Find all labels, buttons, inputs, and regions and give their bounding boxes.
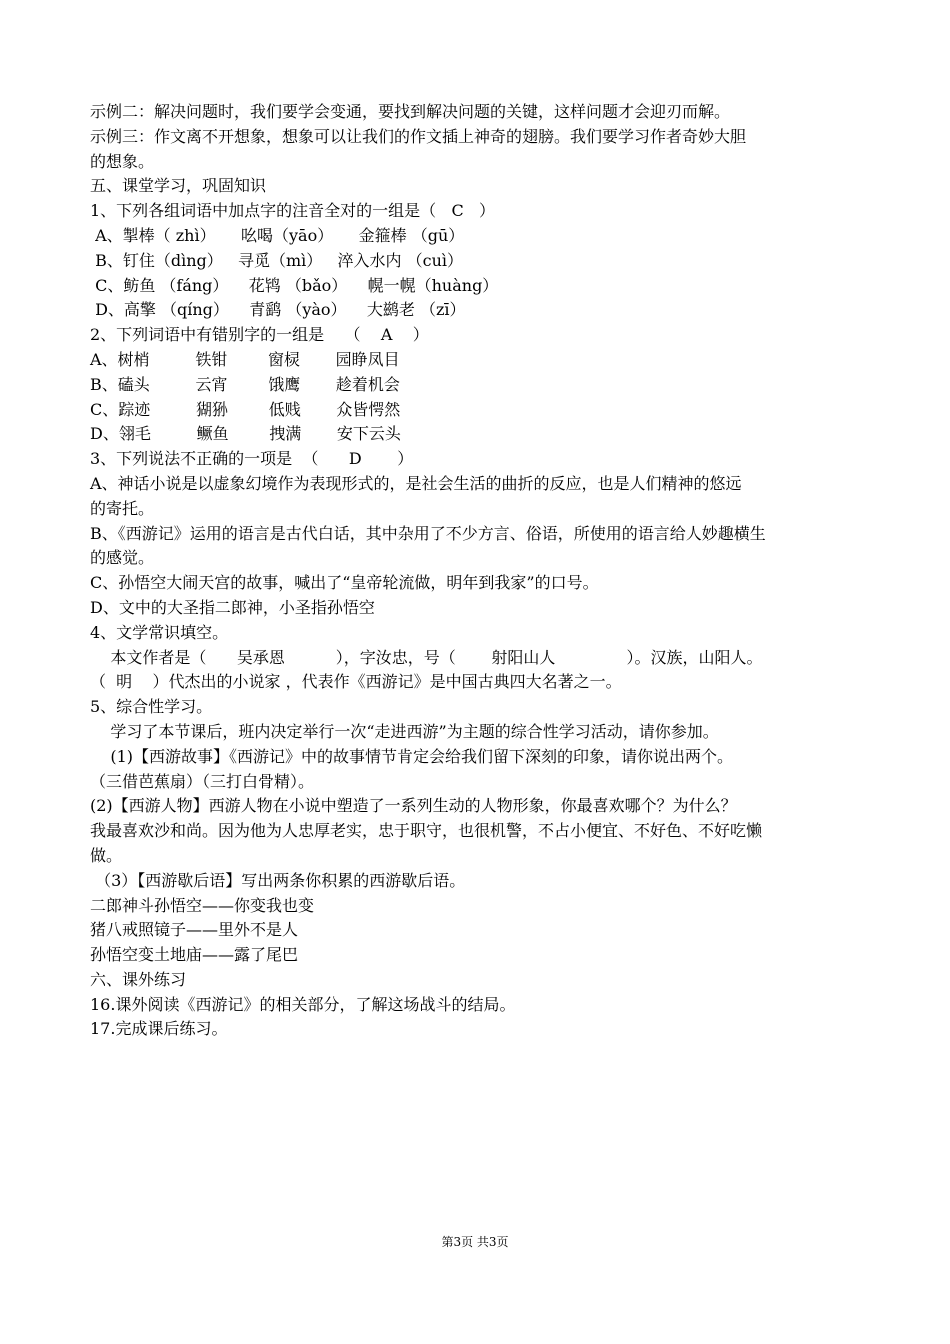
text-line: A、树梢 铁钳 窗棂 园睁凤目 [90, 349, 400, 369]
text-line: 做。 [90, 845, 123, 865]
text-line: A、神话小说是以虚象幻境作为表现形式的，是社会生活的曲折的反应，也是人们精神的悠远 [90, 473, 742, 493]
page-footer: 第3页 共3页 [441, 1235, 509, 1249]
text-line: (2)【西游人物】西游人物在小说中塑造了一系列生动的人物形象，你最喜欢哪个？为什么？ [90, 796, 737, 816]
text-line: 五、课堂学习，巩固知识 [90, 176, 267, 196]
text-line: 的感觉。 [90, 548, 155, 568]
document-body [90, 100, 880, 1042]
text-line: （3）【西游歇后语】写出两条你积累的西游歇后语。 [90, 870, 466, 890]
text-line: 的寄托。 [90, 498, 155, 518]
text-line: A、掣棒（ zhì） 吆喝（yāo） 金箍棒 （gū） [90, 225, 465, 245]
text-line: 16.课外阅读《西游记》的相关部分，了解这场战斗的结局。 [90, 994, 516, 1014]
text-line: 5、综合性学习。 [90, 697, 213, 717]
text-line: 17.完成课后练习。 [90, 1019, 228, 1039]
text-line: B、钉住（dìng） 寻觅（mì） 淬入水内 （cuì） [90, 250, 464, 270]
text-line: （三借芭蕉扇）（三打白骨精）。 [90, 771, 315, 791]
text-line: 3、下列说法不正确的一项是 （ D ） [90, 449, 414, 469]
text-line: 4、文学常识填空。 [90, 622, 229, 642]
text-line: D、高擎 （qíng） 青鹞 （yào） 大鹚老 （zī） [90, 300, 466, 320]
text-line: 2、下列词语中有错别字的一组是 （ A ） [90, 325, 429, 345]
text-line: 猪八戒照镜子——里外不是人 [90, 920, 299, 940]
text-line: 学习了本节课后，班内决定举行一次“走进西游”为主题的综合性学习活动，请你参加。 [90, 721, 719, 741]
text-line: D、翎毛 鳜鱼 拽满 安下云头 [90, 424, 401, 444]
text-line: 示例三：作文离不开想象，想象可以让我们的作文插上神奇的翅膀。我们要学习作者奇妙大胆 [90, 126, 747, 146]
text-line: B、《西游记》运用的语言是古代白话，其中杂用了不少方言、俗语，所使用的语言给人妙趣横生 [90, 523, 766, 543]
text-line: 1、下列各组词语中加点字的注音全对的一组是（ C ） [90, 201, 495, 221]
text-line: 的想象。 [90, 151, 155, 171]
text-line: C、踪迹 猢狲 低贱 众皆愕然 [90, 399, 401, 419]
text-line: 孙悟空变土地庙——露了尾巴 [90, 945, 299, 965]
text-line: D、文中的大圣指二郎神，小圣指孙悟空 [90, 597, 375, 617]
text-line: 示例二：解决问题时，我们要学会变通，要找到解决问题的关键，这样问题才会迎刃而解。 [90, 102, 731, 121]
text-line: 本文作者是（ 吴承恩 ），字汝忠，号（ 射阳山人 ）。汉族，山阳人。 [90, 647, 763, 667]
text-line: C、鲂鱼 （fáng） 花鸨 （bǎo） 幌一幌（huàng） [90, 275, 499, 295]
text-line: 二郎神斗孙悟空——你变我也变 [90, 895, 315, 915]
text-line: B、磕头 云宵 饿鹰 趁着机会 [90, 374, 400, 394]
text-line: C、孙悟空大闹天宫的故事，喊出了“皇帝轮流做，明年到我家”的口号。 [90, 573, 599, 593]
text-line: 我最喜欢沙和尚。因为他为人忠厚老实，忠于职守，也很机警，不占小便宜、不好色、不好吃懒 [90, 821, 763, 841]
text-line: (1)【西游故事】《西游记》中的故事情节肯定会给我们留下深刻的印象，请你说出两个。 [90, 746, 734, 766]
text-line: （ 明 ）代杰出的小说家 ，代表作《西游记》是中国古典四大名著之一。 [90, 672, 622, 692]
text-line: 六、课外练习 [90, 969, 187, 989]
